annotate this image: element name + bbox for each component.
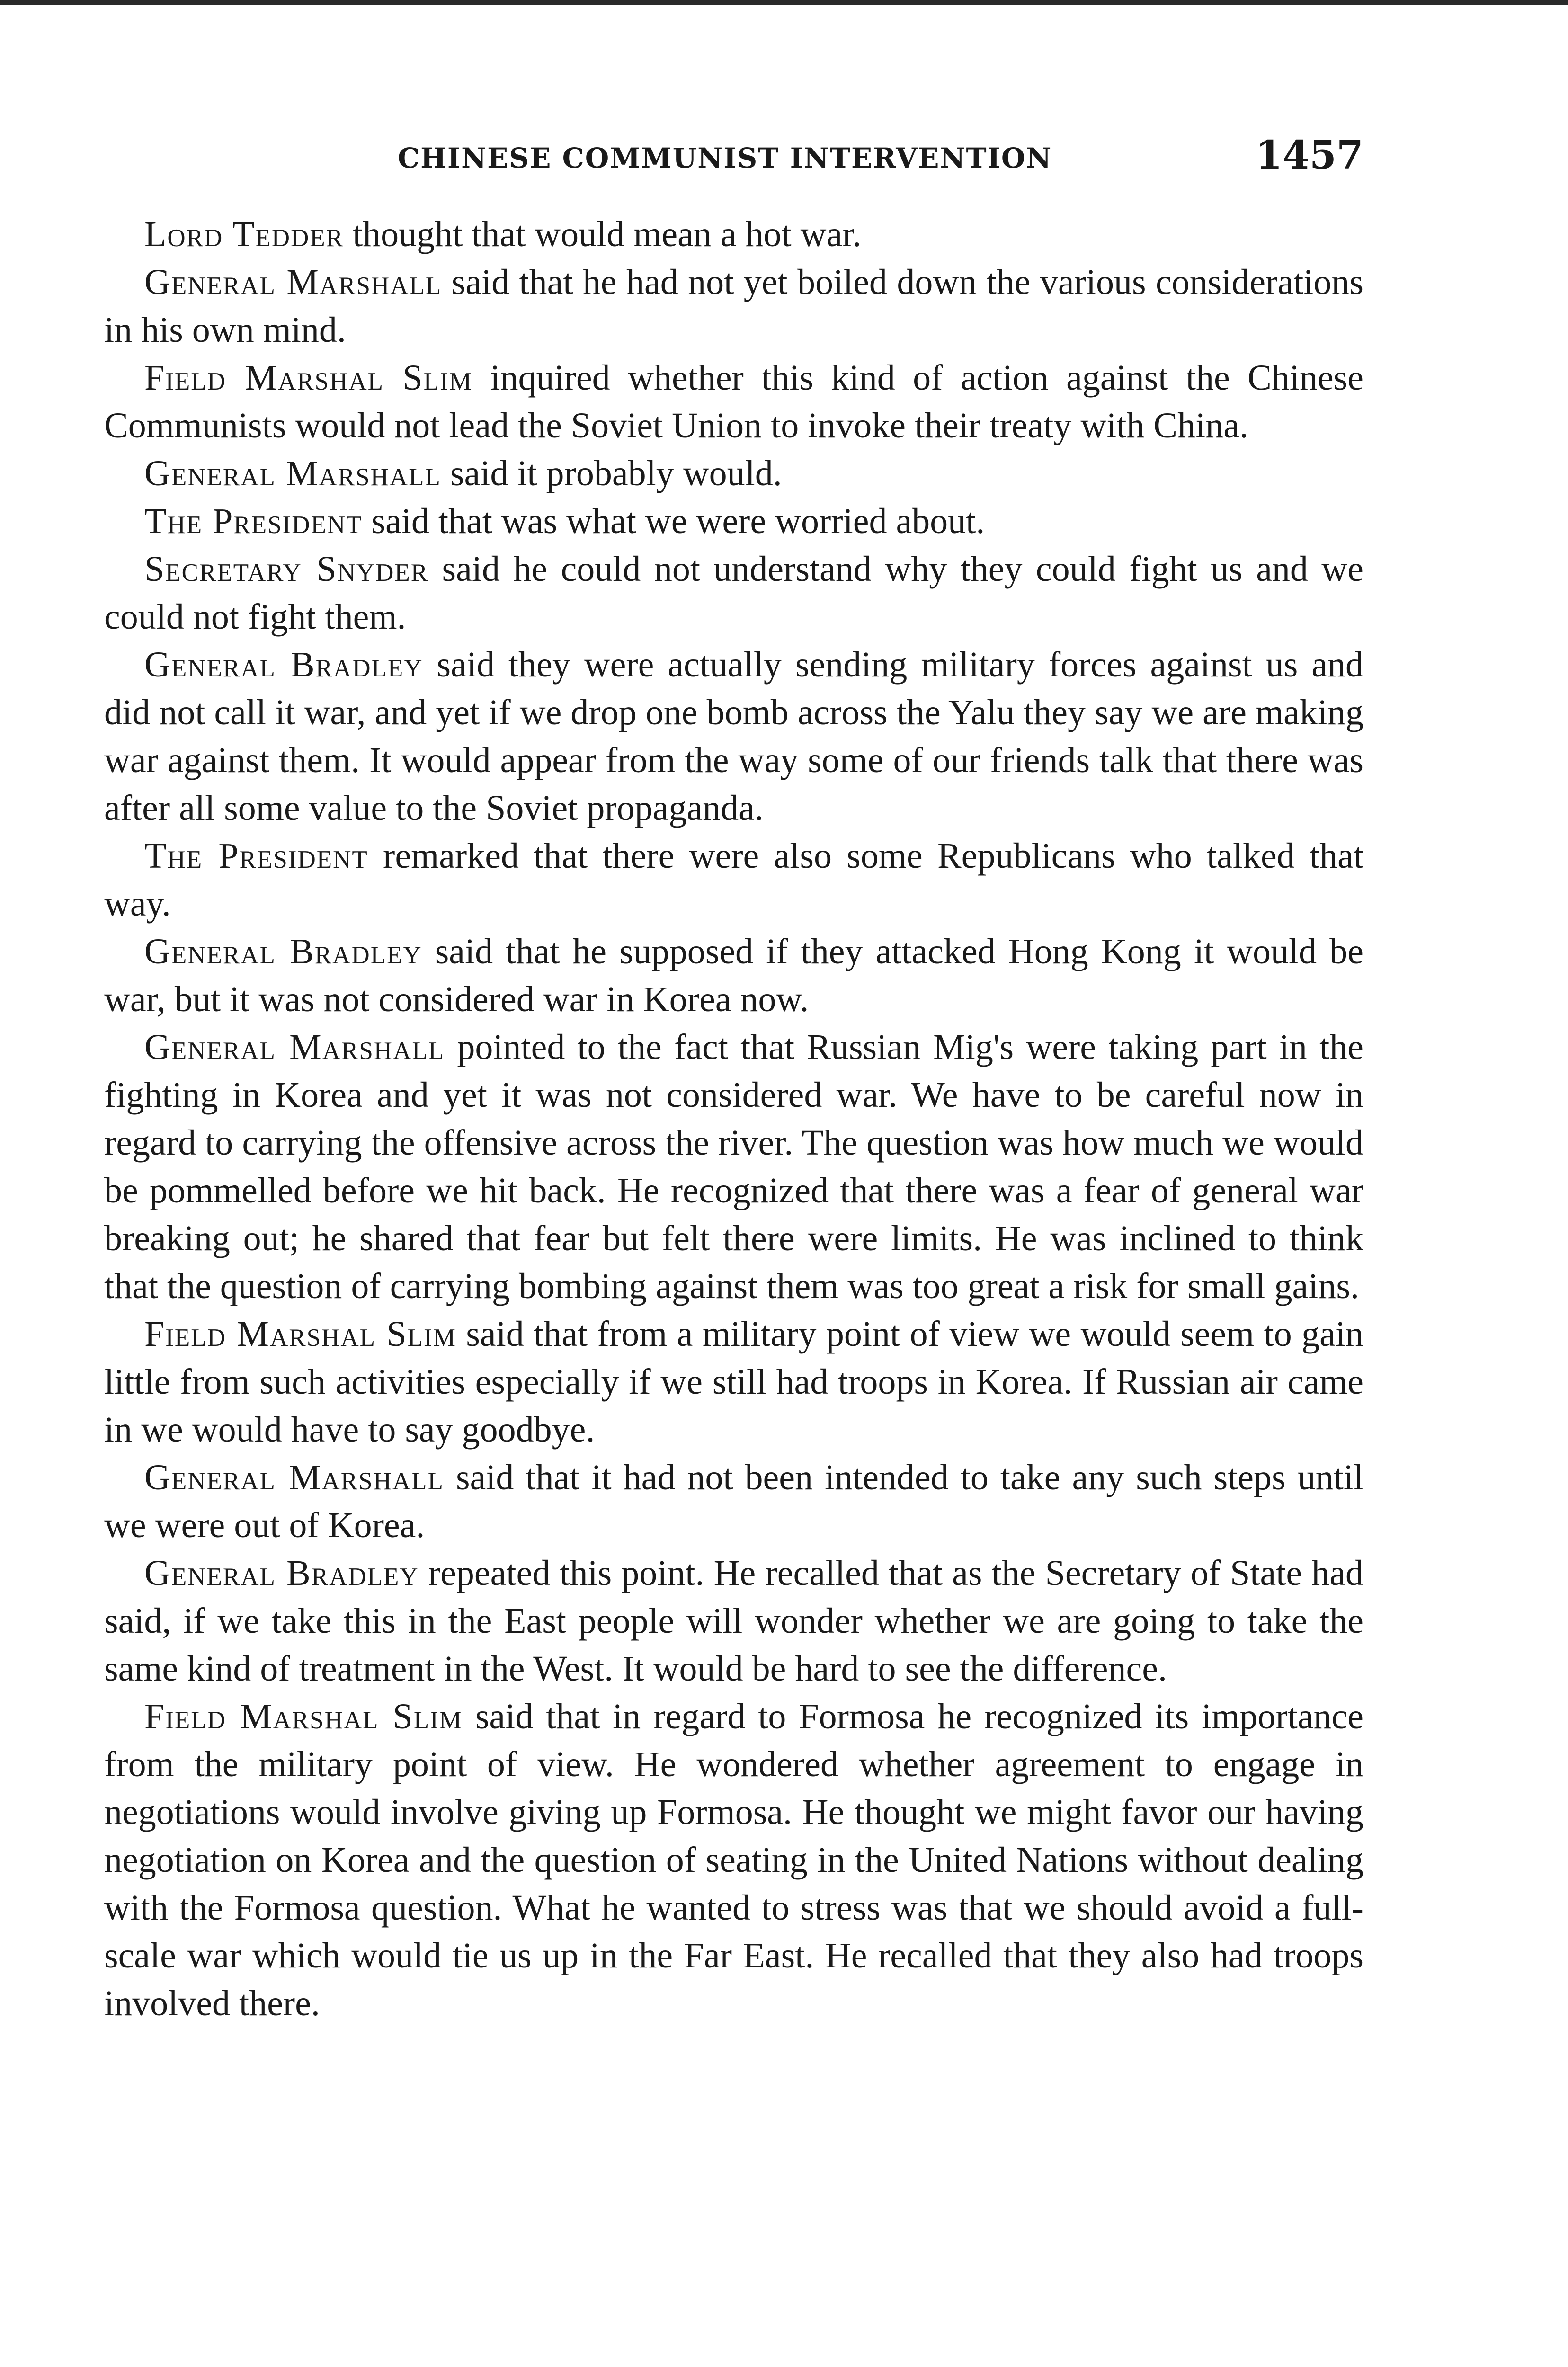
paragraph-text: remarked that there were also some Republicans who talked that way. (104, 836, 1363, 924)
speaker-name: Lord Tedder (144, 214, 344, 254)
paragraph (104, 641, 1363, 832)
paragraph (104, 1023, 1363, 1310)
paragraph-text: thought that would mean a hot war. (344, 214, 862, 254)
paragraph-text: said that in regard to Formosa he recognized its importance from the military point of view. He wondered whether agreement to engage in negotiations would involve giving up Formosa. He thought we might favor our having negotiation on Korea and the question of seating in the United Nations without dealing with the Formosa question. What he wanted to stress was that we should avoid a full-scale war which would tie us up in the Far East. He recalled that they also had troops involved there. (104, 1697, 1363, 2023)
paragraph-text: repeated this point. He recalled that as the Secretary of State had said, if we take this in the East people will wonder whether we are going to take the same kind of treatment in the West. It would be hard to see the difference. (104, 1553, 1364, 1689)
paragraph-text: said that from a military point of view we would seem to gain little from such activities especially if we still had troops in Korea. If Russian air came in we would have to say goodbye. (104, 1314, 1363, 1450)
paragraph (104, 1454, 1363, 1549)
paragraph (104, 498, 1363, 545)
speaker-name: General Marshall (144, 1027, 445, 1067)
paragraph-text: said that he had not yet boiled down the various considerations in his own mind. (104, 262, 1363, 350)
paragraph (104, 211, 1363, 258)
running-head (104, 133, 1363, 189)
speaker-name: Field Marshal Slim (144, 1697, 463, 1736)
speaker-name: General Marshall (144, 262, 442, 302)
speaker-name: Field Marshal Slim (144, 358, 472, 398)
paragraph-text: said it probably would. (441, 454, 782, 493)
speaker-name: Secretary Snyder (144, 549, 429, 589)
running-title: CHINESE COMMUNIST INTERVENTION (398, 142, 1052, 174)
speaker-name: General Bradley (144, 1553, 419, 1593)
speaker-name: Field Marshal Slim (144, 1314, 456, 1354)
paragraph-text: inquired whether this kind of action against the Chinese Communists would not lead the Soviet Union to invoke their treaty with China. (104, 358, 1363, 445)
paragraph-text: said that was what we were worried about. (362, 501, 985, 541)
speaker-name: General Bradley (144, 932, 422, 971)
paragraph-text: said that he supposed if they attacked Hong Kong it would be war, but it was not considered war in Korea now. (104, 932, 1363, 1019)
body-text (104, 211, 1363, 2028)
paragraph (104, 928, 1363, 1023)
paragraph (104, 1549, 1363, 1693)
paragraph (104, 545, 1363, 641)
speaker-name: General Bradley (144, 645, 423, 685)
speaker-name: The President (144, 836, 368, 876)
paragraph (104, 1310, 1363, 1454)
paragraph-text: said he could not understand why they could fight us and we could not fight them. (104, 549, 1363, 637)
paragraph (104, 354, 1363, 450)
paragraph-text: said they were actually sending military forces against us and did not call it war, and yet if we drop one bomb across the Yalu they say we are making war against them. It would appear from the way some of our friends talk that there was after all some value to the Soviet propaganda. (104, 645, 1363, 828)
page-number: 1457 (1255, 133, 1363, 178)
paragraph (104, 832, 1363, 928)
paragraph (104, 450, 1363, 498)
paragraph (104, 258, 1363, 354)
paragraph-text: said that it had not been intended to take any such steps until we were out of Korea. (104, 1458, 1363, 1545)
paragraph-text: pointed to the fact that Russian Mig's were taking part in the fighting in Korea and yet it was not considered war. We have to be careful now in regard to carrying the offensive across the river. The question was how much we would be pommelled before we hit back. He recognized that there was a fear of general war breaking out; he shared that fear but felt there were limits. He was inclined to think that the question of carrying bombing against them was too great a risk for small gains. (104, 1027, 1364, 1306)
speaker-name: General Marshall (144, 454, 441, 493)
speaker-name: The President (144, 501, 363, 541)
top-border-rule (0, 0, 1568, 5)
speaker-name: General Marshall (144, 1458, 444, 1497)
paragraph (104, 1693, 1363, 2028)
